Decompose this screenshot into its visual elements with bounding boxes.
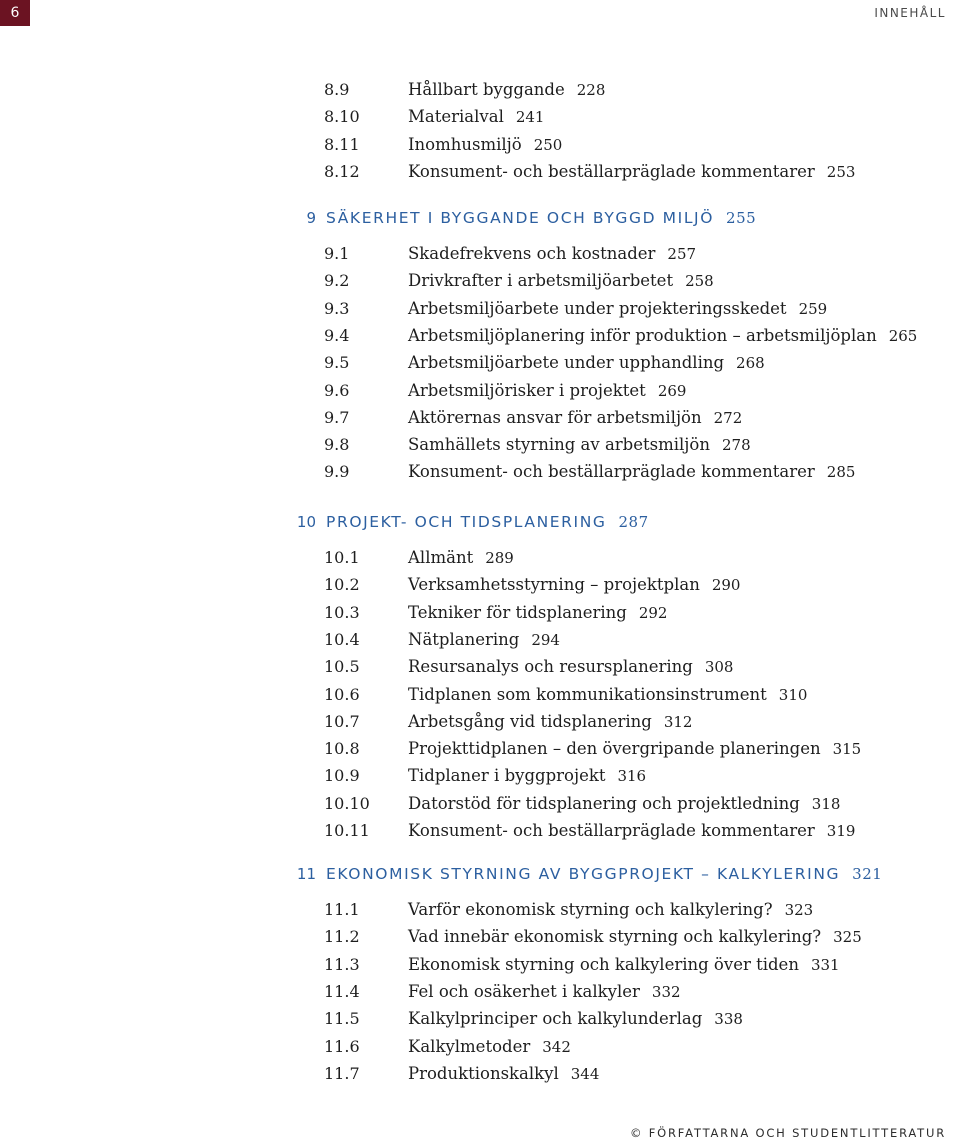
toc-entry-page: 338 [714,1010,743,1029]
toc-entry-title-wrap [408,682,807,708]
toc-entry-title-wrap [408,818,855,844]
toc-entry-number: 9.9 [324,462,350,482]
toc-entry-number: 10.8 [324,739,360,759]
chapter-number: 10 [296,513,316,531]
toc-entry-number: 10.7 [324,711,360,731]
toc-entry-title-wrap [408,432,751,458]
toc-entry-number: 9.2 [324,271,350,291]
toc-entry-title: Konsument- och beställarpräglade kommentarer [408,161,815,181]
toc-entry-title-wrap [408,378,686,404]
toc-entry-title-wrap [408,159,855,185]
toc-entry-number: 10.6 [324,684,360,704]
toc-entry-number: 10.1 [324,548,360,567]
toc-entry-title: Hållbart byggande [408,80,565,99]
toc-entry-page: 332 [651,982,681,1001]
toc-entry-number: 9.3 [324,298,350,318]
toc-entry-title-wrap [408,979,681,1005]
toc-entry-title: Arbetsmiljöarbete under upphandling [408,353,725,373]
toc-entry-number: 8.12 [324,161,360,181]
toc-entry-title: Skadefrekvens och kostnader [408,244,656,263]
toc-entry-page: 292 [638,603,668,622]
toc-entry-page: 310 [778,685,808,704]
toc-entry-page: 312 [663,712,693,731]
toc-entry-number: 10.3 [324,602,360,622]
toc-entry-page: 268 [736,354,765,373]
chapter-page: 287 [618,513,649,531]
toc-entry-title: Projekttidplanen – den övergripande planeringen [408,739,821,759]
toc-entry-title-wrap [408,791,840,817]
toc-entry-title: Varför ekonomisk styrning och kalkylering? [408,900,773,919]
toc-entry-title-wrap [408,459,855,485]
toc-entry-page: 259 [798,299,828,318]
toc-entry-title-wrap [408,241,696,267]
chapter-page: 321 [852,865,883,883]
toc-entry-title-wrap [408,104,544,130]
toc-entry-number: 10.2 [324,575,360,595]
toc-entry-title-wrap [408,1034,571,1060]
toc-entry-title-wrap [408,1006,743,1032]
toc-entry-title: Vad innebär ekonomisk styrning och kalkylering? [408,927,822,947]
toc-entry-title: Arbetsmiljörisker i projektet [408,380,646,400]
toc-entry-title: Aktörernas ansvar för arbetsmiljön [408,407,702,427]
toc-entry-page: 241 [515,108,545,127]
toc-entry-title-wrap [408,296,827,322]
toc-entry-title: Tidplanen som kommunikationsinstrument [408,684,767,704]
toc-entry-number: 11.5 [324,1009,360,1029]
chapter-title: EKONOMISK STYRNING AV BYGGPROJEKT – KALKYLERING [326,865,841,883]
toc-entry-title: Datorstöd för tidsplanering och projektledning [408,793,800,813]
chapter-title: PROJEKT- OCH TIDSPLANERING [326,513,607,531]
chapter-number: 9 [306,209,316,227]
toc-entry-title-wrap [408,268,714,294]
toc-entry-title: Arbetsgång vid tidsplanering [408,711,652,731]
chapter-number: 11 [296,865,316,883]
toc-entry-number: 10.5 [324,657,360,677]
toc-entry-page: 289 [485,549,514,567]
toc-entry-title: Kalkylmetoder [408,1036,531,1056]
toc-entry-page: 318 [811,794,841,813]
toc-entry-number: 9.4 [324,325,350,345]
toc-entry-title: Tekniker för tidsplanering [408,602,627,622]
toc-entry-page: 228 [576,81,606,99]
toc-entry-page: 325 [833,928,862,947]
toc-entry-title: Materialval [408,107,504,127]
running-head: INNEHÅLL [874,6,946,20]
chapter-title: SÄKERHET I BYGGANDE OCH BYGGD MILJÖ [326,209,715,227]
toc-entry-number: 9.5 [324,353,350,373]
toc-entry-title-wrap [408,350,765,376]
toc-entry-page: 323 [784,901,814,919]
chapter-title-wrap [326,508,649,536]
chapter-title-wrap [326,204,756,232]
toc-entry-number: 11.6 [324,1036,360,1056]
toc-entry-title: Nätplanering [408,629,520,649]
copyright-footer: © FÖRFATTARNA OCH STUDENTLITTERATUR [630,1126,946,1140]
toc-entry-title-wrap [408,952,840,978]
toc-entry-title-wrap [408,545,514,571]
chapter-page: 255 [726,209,757,227]
toc-entry-number: 8.10 [324,107,360,127]
toc-entry-title-wrap [408,897,813,923]
toc-entry-page: 265 [888,326,918,345]
toc-entry-title: Kalkylprinciper och kalkylunderlag [408,1009,703,1029]
toc-entry-title-wrap [408,654,733,680]
toc-entry-page: 278 [722,436,751,455]
toc-entry-title-wrap [408,77,605,103]
toc-entry-title-wrap [408,600,667,626]
toc-entry-title: Ekonomisk styrning och kalkylering över tiden [408,954,799,974]
toc-entry-page: 344 [570,1064,600,1083]
toc-entry-page: 316 [617,767,647,786]
toc-entry-page: 285 [826,463,856,482]
toc-entry-number: 9.1 [324,244,350,263]
page-number-tab: 6 [0,0,30,26]
toc-entry-number: 11.2 [324,927,360,947]
toc-entry-page: 342 [542,1037,571,1056]
toc-entry-number: 11.4 [324,981,360,1001]
toc-chapter-heading[interactable] [0,508,960,536]
toc-entry-number: 8.11 [324,134,360,154]
toc-entry-number: 9.8 [324,435,350,455]
toc-chapter-heading[interactable] [0,860,960,888]
toc-entry-page: 253 [826,162,856,181]
toc-entry-number: 11.7 [324,1063,360,1083]
toc-entry-number: 11.1 [324,900,360,919]
toc-entry-number: 10.11 [324,821,370,840]
toc-entry-title: Verksamhetsstyrning – projektplan [408,575,700,595]
toc-entry-title: Inomhusmiljö [408,134,522,154]
toc-chapter-heading[interactable] [0,204,960,232]
toc-entry-title: Fel och osäkerhet i kalkyler [408,981,640,1001]
toc-entry-page: 272 [713,408,743,427]
toc-entry-title: Arbetsmiljöarbete under projekteringsskedet [408,298,787,318]
toc-entry-title: Konsument- och beställarpräglade kommentarer [408,462,815,482]
toc-entry-title-wrap [408,627,560,653]
toc-entry-title-wrap [408,405,742,431]
toc-entry-number: 8.9 [324,80,350,99]
toc-entry-page: 257 [667,245,697,263]
toc-entry-page: 250 [533,135,563,154]
toc-entry-title-wrap [408,736,861,762]
toc-entry-page: 269 [657,381,687,400]
toc-entry-title: Tidplaner i byggprojekt [408,766,606,786]
toc-entry-title: Konsument- och beställarpräglade kommentarer [408,821,815,840]
toc-entry-title: Resursanalys och resursplanering [408,657,693,677]
toc-entry-number: 11.3 [324,954,360,974]
toc-entry-title-wrap [408,924,862,950]
toc-entry-page: 258 [685,272,714,291]
chapter-title-wrap [326,860,882,888]
toc-entry-page: 308 [704,658,734,677]
toc-entry-title-wrap [408,572,740,598]
toc-entry-number: 10.10 [324,793,370,813]
toc-entry-title-wrap [408,1061,599,1087]
toc-entry-title-wrap [408,323,917,349]
toc-entry-number: 9.7 [324,407,350,427]
toc-entry-page: 290 [711,576,741,595]
toc-entry-page: 315 [832,740,862,759]
toc-entry-title-wrap [408,763,646,789]
toc-entry-number: 9.6 [324,380,350,400]
toc-entry-title: Samhällets styrning av arbetsmiljön [408,435,710,455]
toc-entry-page: 319 [826,822,856,840]
toc-entry-number: 10.9 [324,766,360,786]
toc-entry-title-wrap [408,132,562,158]
toc-entry-title: Allmänt [408,548,474,567]
toc-entry-page: 331 [810,955,840,974]
toc-entry-number: 10.4 [324,629,360,649]
toc-entry-title: Drivkrafter i arbetsmiljöarbetet [408,271,674,291]
toc-entry-title-wrap [408,709,692,735]
toc-entry-title: Produktionskalkyl [408,1063,559,1083]
toc-entry-title: Arbetsmiljöplanering inför produktion – arbetsmiljöplan [408,325,877,345]
toc-entry-page: 294 [531,630,560,649]
